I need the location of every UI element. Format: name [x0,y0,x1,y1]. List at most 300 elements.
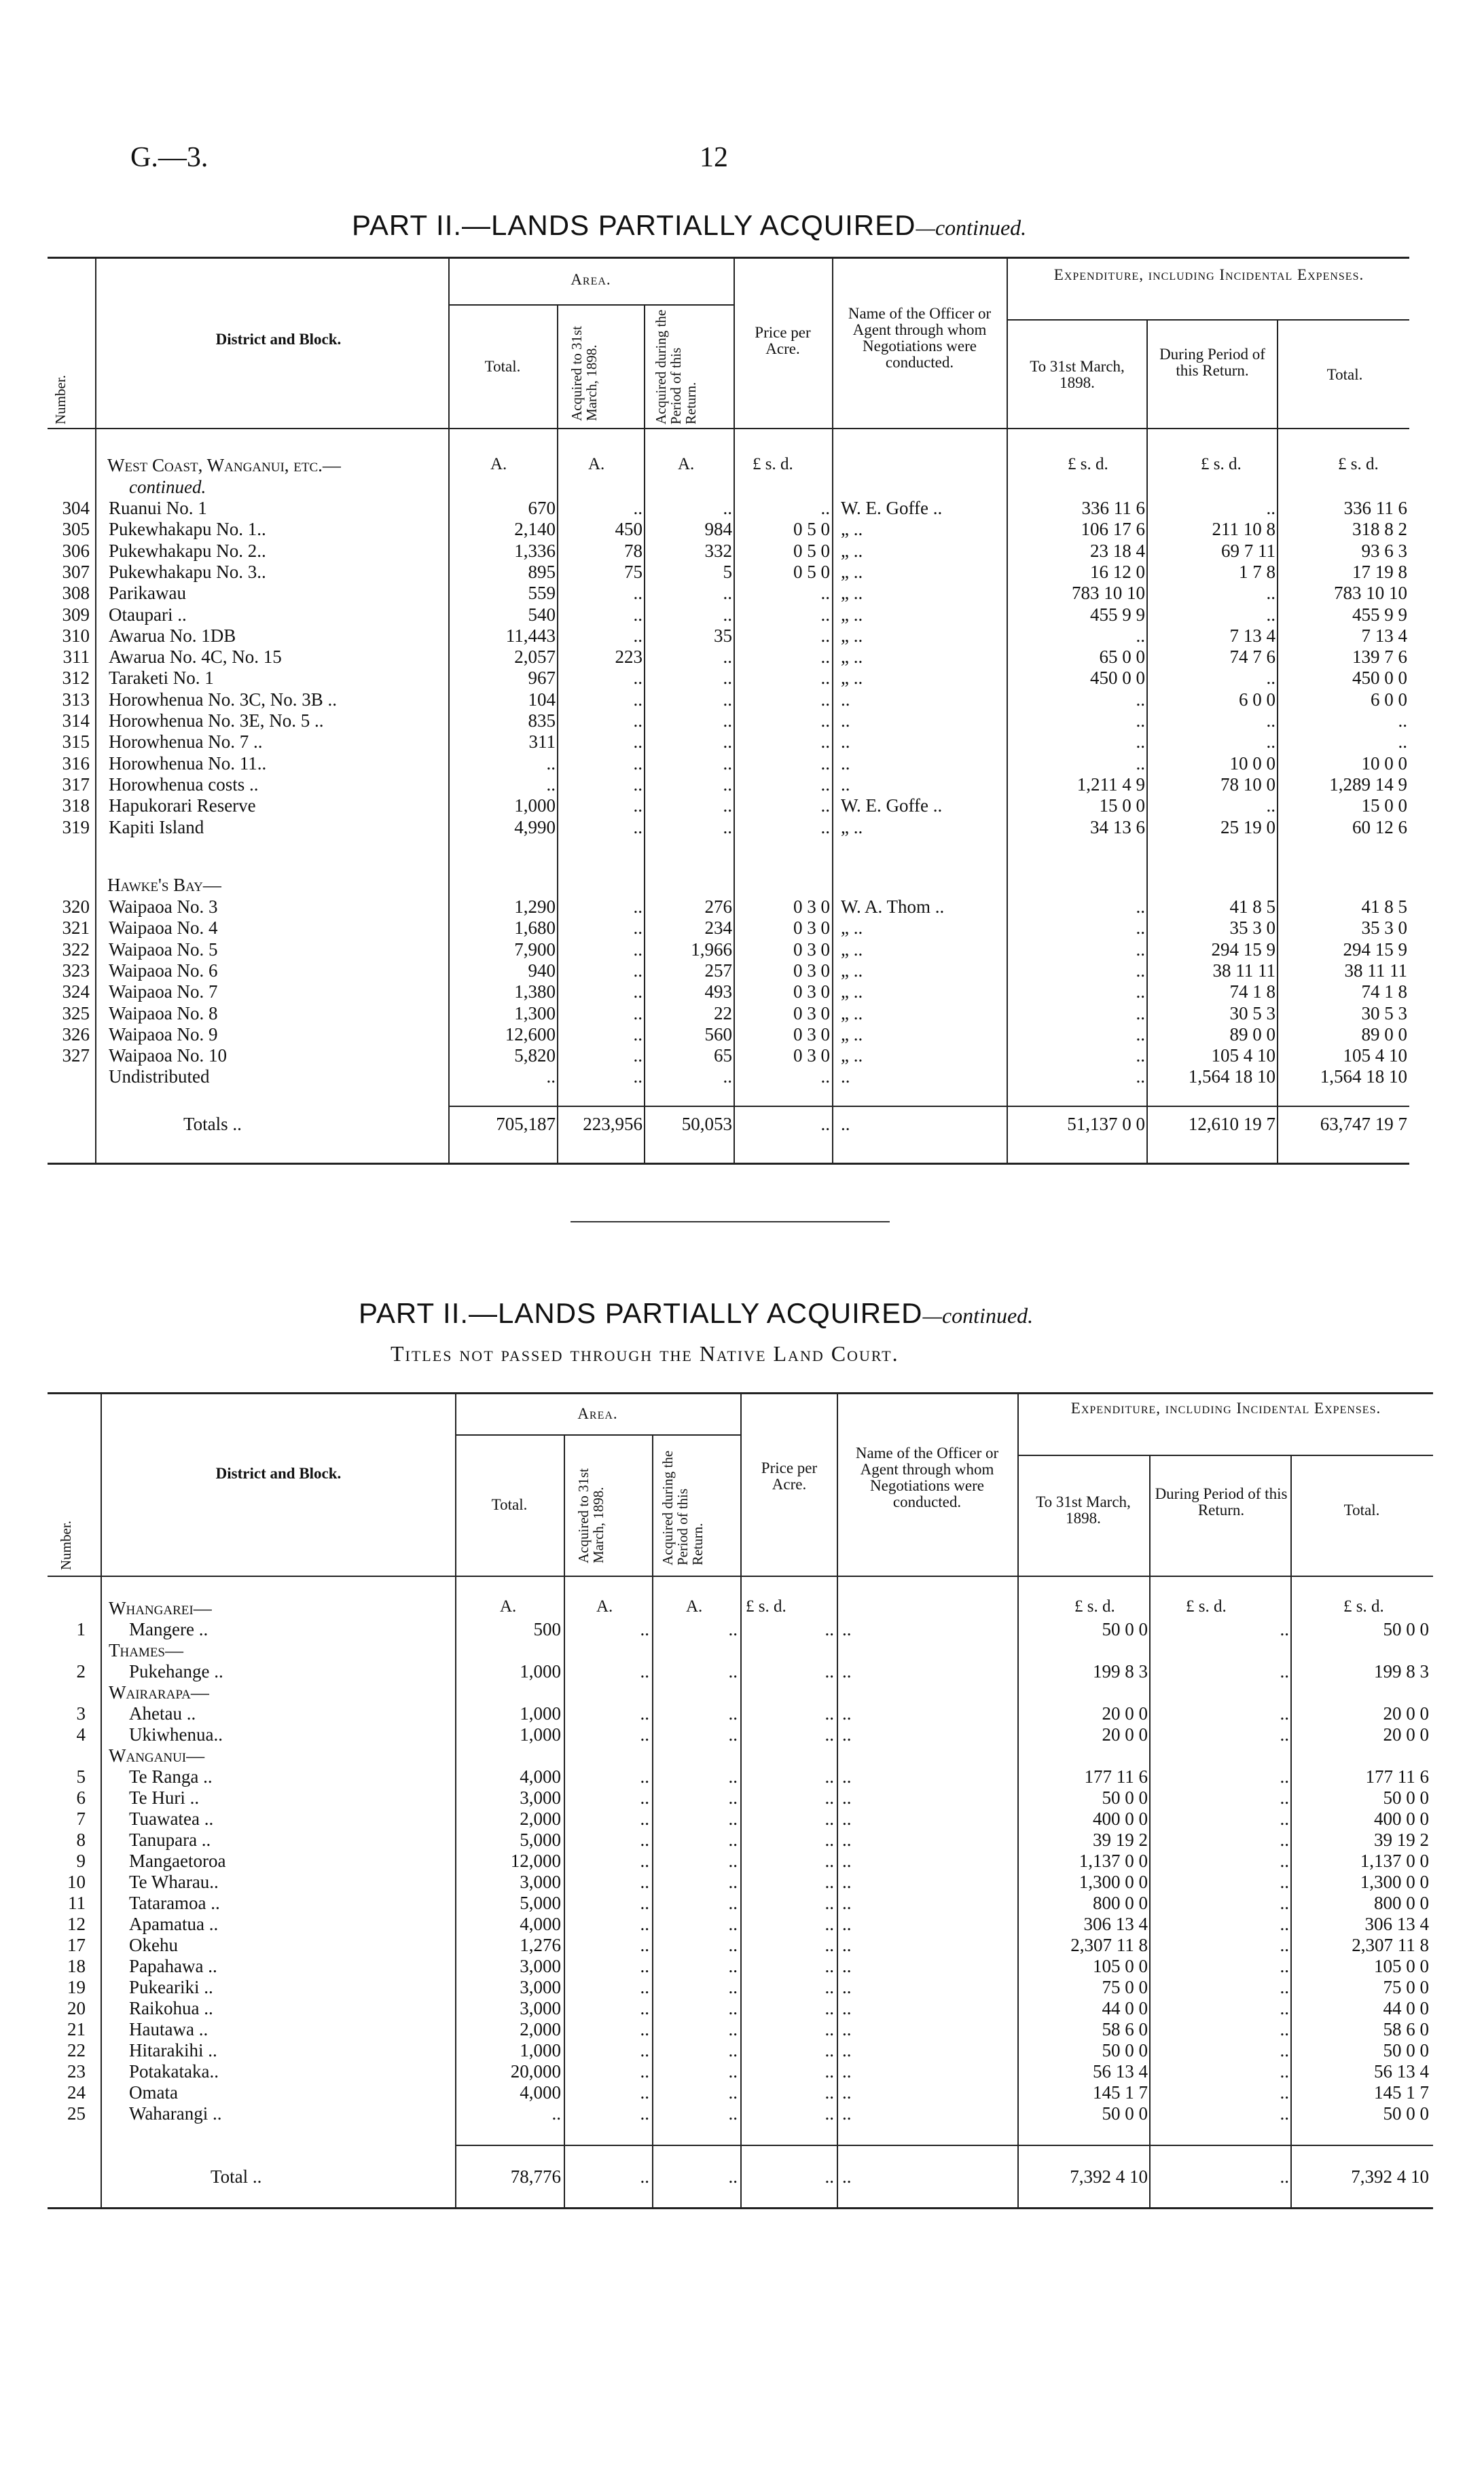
header-number: Number. [58,1521,74,1570]
acquired-during: .. [723,604,732,625]
expenditure-to-march: 20 0 0 [1102,1703,1148,1724]
table-row [0,1872,1484,1893]
block-name: Waipaoa No. 10 [109,1045,228,1066]
block-name: Tataramoa .. [129,1893,220,1913]
acquired-to-march: .. [640,1703,649,1724]
row-number: 305 [62,519,90,540]
unit-label: £ s. d. [753,455,793,473]
acquired-to-march: .. [640,1830,649,1850]
table-row [0,1914,1484,1936]
acquired-during: .. [723,710,732,731]
header-acquired-to: Acquired to 31st March, 1898. [575,1468,607,1563]
row-number: 20 [67,1998,86,2018]
price-per-acre: .. [825,1998,834,2018]
table-row [0,1956,1484,1978]
unit-label: A. [500,1597,517,1616]
row-number: 18 [67,1956,86,1976]
expenditure-total: 7,392 4 10 [1351,2166,1429,2187]
rule [1007,319,1409,321]
expenditure-during: .. [1266,604,1275,625]
price-per-acre: 0 5 0 [793,519,830,540]
price-per-acre: .. [825,1619,834,1639]
table-row [0,2103,1484,2125]
expenditure-total: 60 12 6 [1352,816,1407,837]
acquired-to-march: .. [640,1661,649,1682]
price-per-acre: .. [820,752,830,774]
total-area: 2,000 [520,1809,561,1829]
acquired-during: 276 [704,896,732,917]
total-area: 5,000 [520,1893,561,1913]
acquired-during: .. [728,1977,738,1997]
expenditure-during: .. [1280,1977,1289,1997]
expenditure-during: .. [1280,1724,1289,1745]
total-area: 20,000 [510,2061,561,2082]
block-name: Waipaoa No. 3 [109,896,218,917]
officer-name: .. [842,1998,852,2018]
expenditure-total: 89 0 0 [1361,1023,1407,1045]
officer-name: .. [842,2103,852,2124]
total-area: .. [551,2103,561,2124]
rule [48,2207,1433,2209]
acquired-during: 50,053 [681,1114,732,1134]
row-number: 2 [76,1661,86,1682]
officer-name: .. [841,774,850,795]
expenditure-during: .. [1280,1787,1289,1808]
total-area: 5,000 [520,1830,561,1850]
acquired-during: .. [723,774,732,795]
officer-name: „ .. [841,1045,863,1066]
acquired-during: .. [728,2082,738,2103]
officer-name: .. [842,1935,852,1955]
unit-label: £ s. d. [1338,455,1379,473]
acquired-to-march: .. [633,1045,643,1066]
group-heading-row [0,1598,1484,1620]
officer-name: .. [842,1872,852,1892]
price-per-acre: .. [825,1893,834,1913]
acquired-during: .. [728,1787,738,1808]
acquired-to-march: .. [633,1002,643,1023]
expenditure-during: .. [1266,710,1275,731]
total-area: 2,140 [514,519,556,540]
expenditure-to-march: .. [1136,752,1145,774]
part1-title-text: PART II.—LANDS PARTIALLY ACQUIRED [352,209,916,241]
row-number: 324 [62,981,90,1002]
expenditure-during: .. [1280,2019,1289,2039]
page-number: 12 [700,142,728,173]
officer-name: „ .. [841,583,863,604]
price-per-acre: .. [820,583,830,604]
row-number: 11 [68,1893,86,1913]
expenditure-during: .. [1266,498,1275,518]
officer-name: .. [841,1114,850,1134]
officer-name: „ .. [841,519,863,540]
block-name: Undistributed [109,1066,210,1087]
expenditure-during: 211 10 8 [1212,519,1275,540]
row-number: 321 [62,918,90,939]
total-area: 2,000 [520,2019,561,2039]
price-per-acre: 0 5 0 [793,561,830,582]
acquired-during: .. [723,668,732,689]
expenditure-during: .. [1280,1830,1289,1850]
expenditure-to-march: 75 0 0 [1102,1977,1148,1997]
expenditure-total: 336 11 6 [1343,498,1407,518]
officer-name: „ .. [841,960,863,981]
table-row [0,1998,1484,2020]
expenditure-during: 30 5 3 [1229,1002,1275,1023]
unit-label: A. [686,1597,703,1616]
row-number: 3 [76,1703,86,1724]
expenditure-total: 10 0 0 [1361,752,1407,774]
unit-label: A. [596,1597,613,1616]
total-area: 78,776 [510,2166,561,2187]
row-number: 21 [67,2019,86,2039]
block-name: Waipaoa No. 8 [109,1002,218,1023]
expenditure-total: 39 19 2 [1374,1830,1429,1850]
acquired-during: .. [728,1619,738,1639]
expenditure-during: .. [1280,2061,1289,2082]
acquired-to-march: .. [640,1809,649,1829]
total-area: 670 [528,498,556,518]
officer-name: „ .. [841,647,863,668]
unit-label: £ s. d. [1068,455,1108,473]
expenditure-to-march: .. [1136,939,1145,960]
price-per-acre: .. [825,2061,834,2082]
acquired-to-march: .. [640,2103,649,2124]
block-name: Te Huri .. [129,1787,200,1808]
acquired-during: .. [728,1893,738,1913]
expenditure-total: 30 5 3 [1361,1002,1407,1023]
acquired-during: .. [723,1066,732,1087]
row-number: 327 [62,1045,90,1066]
acquired-to-march: .. [633,918,643,939]
expenditure-total: 1,564 18 10 [1320,1066,1407,1087]
total-area: 4,000 [520,1766,561,1787]
row-number: 24 [67,2082,86,2103]
officer-name: .. [842,1787,852,1808]
row-number: 8 [76,1830,86,1850]
table-row [0,541,1484,562]
acquired-to-march: .. [640,1724,649,1745]
acquired-during: .. [728,1935,738,1955]
rule [455,1434,740,1436]
officer-name: .. [842,1977,852,1997]
expenditure-to-march: 7,392 4 10 [1070,2166,1148,2187]
expenditure-during: .. [1266,668,1275,689]
officer-name: „ .. [841,981,863,1002]
expenditure-total: 58 6 0 [1383,2019,1429,2039]
acquired-during: .. [723,795,732,816]
group-heading-row [0,1640,1484,1662]
table-row [0,2082,1484,2104]
expenditure-total: 15 0 0 [1361,795,1407,816]
expenditure-total: 400 0 0 [1374,1809,1429,1829]
table-row [0,1766,1484,1788]
acquired-to-march: .. [633,625,643,646]
expenditure-during: 74 1 8 [1229,981,1275,1002]
total-area: 500 [533,1619,561,1639]
total-area: 1,336 [514,540,556,561]
table-row [0,817,1484,839]
acquired-to-march: .. [633,1023,643,1045]
total-area: 1,000 [520,1724,561,1745]
block-name: Okehu [129,1935,178,1955]
expenditure-to-march: 336 11 6 [1081,498,1145,518]
acquired-during: .. [723,752,732,774]
price-per-acre: 0 3 0 [793,981,830,1002]
total-area: 104 [528,689,556,710]
expenditure-to-march: .. [1136,918,1145,939]
header-exp-total: Total. [1326,366,1363,383]
price-per-acre: .. [825,1809,834,1829]
expenditure-during: 89 0 0 [1229,1023,1275,1045]
expenditure-total: 450 0 0 [1352,668,1407,689]
total-area: 835 [528,710,556,731]
expenditure-total: 20 0 0 [1383,1703,1429,1724]
officer-name: „ .. [841,918,863,939]
row-number: 315 [62,731,90,752]
officer-name: „ .. [841,604,863,625]
header-during: During Period of this Return. [1155,1485,1288,1519]
price-per-acre: .. [825,1935,834,1955]
table-row [0,2040,1484,2062]
acquired-during: .. [728,2103,738,2124]
rule [455,2145,1433,2146]
acquired-during: .. [728,2040,738,2060]
total-area: 705,187 [496,1114,556,1134]
table-row [0,981,1484,1003]
table-row [0,896,1484,918]
block-name: Waipaoa No. 5 [109,939,218,960]
expenditure-total: 56 13 4 [1374,2061,1429,2082]
expenditure-during: 35 3 0 [1229,918,1275,939]
header-to-march: To 31st March, 1898. [1030,358,1125,392]
unit-label: £ s. d. [746,1597,786,1616]
expenditure-to-march: 50 0 0 [1102,1787,1148,1808]
expenditure-total: 455 9 9 [1352,604,1407,625]
officer-name: .. [841,710,850,731]
expenditure-during: 38 11 11 [1212,960,1275,981]
total-area: 12,000 [510,1851,561,1871]
expenditure-to-march: .. [1136,731,1145,752]
acquired-to-march: .. [633,939,643,960]
row-number: 306 [62,540,90,561]
acquired-to-march: .. [640,1935,649,1955]
expenditure-total: 105 0 0 [1374,1956,1429,1976]
expenditure-to-march: 56 13 4 [1093,2061,1148,2082]
acquired-during: 493 [704,981,732,1002]
officer-name: W. A. Thom .. [841,896,945,917]
table-row [0,604,1484,626]
group-heading: Wairarapa— [109,1682,209,1703]
acquired-to-march: .. [640,1977,649,1997]
header-area: Area. [571,271,611,288]
block-name: Papahawa .. [129,1956,217,1976]
expenditure-during: .. [1280,1893,1289,1913]
table-row [0,1045,1484,1067]
price-per-acre: .. [820,498,830,518]
acquired-during: 560 [704,1023,732,1045]
header-during: During Period of this Return. [1159,346,1265,380]
total-area: .. [546,752,556,774]
expenditure-to-march: 39 19 2 [1093,1830,1148,1850]
table-row [0,1935,1484,1957]
header-acquired-during: Acquired during the Period of this Return. [659,1450,706,1565]
block-name: Waipaoa No. 7 [109,981,218,1002]
table-row [0,1809,1484,1830]
acquired-during: .. [723,816,732,837]
block-name: Waharangi .. [129,2103,222,2124]
total-area: 895 [528,561,556,582]
header-district: District and Block. [215,331,342,348]
officer-name: .. [842,1724,852,1745]
header-district: District and Block. [215,1465,342,1482]
price-per-acre: .. [820,795,830,816]
expenditure-during: .. [1280,1956,1289,1976]
price-per-acre: 0 3 0 [793,1002,830,1023]
expenditure-during: 25 19 0 [1220,816,1275,837]
acquired-during: .. [728,1998,738,2018]
expenditure-to-march: 1,137 0 0 [1079,1851,1148,1871]
officer-name: .. [842,1851,852,1871]
expenditure-total: 306 13 4 [1364,1914,1429,1934]
acquired-to-march: .. [633,1066,643,1087]
row-number: 310 [62,625,90,646]
acquired-during: 22 [714,1002,732,1023]
expenditure-to-march: .. [1136,1023,1145,1045]
expenditure-to-march: 15 0 0 [1099,795,1145,816]
unit-label: A. [588,455,605,473]
expenditure-to-march: .. [1136,689,1145,710]
block-name: Ruanui No. 1 [109,498,207,518]
expenditure-to-march: 177 11 6 [1084,1766,1148,1787]
row-number: 319 [62,816,90,837]
expenditure-to-march: 44 0 0 [1102,1998,1148,2018]
acquired-during: .. [728,1661,738,1682]
total-area: 311 [528,731,556,752]
acquired-to-march: .. [640,1851,649,1871]
total-area: 1,380 [514,981,556,1002]
group-heading-continued: continued. [129,477,206,497]
price-per-acre: 0 3 0 [793,960,830,981]
expenditure-total: 20 0 0 [1383,1724,1429,1745]
table-row [0,1003,1484,1025]
officer-name: .. [841,689,850,710]
officer-name: .. [842,1914,852,1934]
officer-name: .. [841,1066,850,1087]
group-heading-row [0,1745,1484,1767]
block-name: Mangaetoroa [129,1851,226,1871]
expenditure-during: 6 0 0 [1239,689,1275,710]
price-per-acre: .. [820,816,830,837]
expenditure-to-march: 783 10 10 [1072,583,1145,604]
block-name: Raikohua .. [129,1998,213,2018]
header-price: Price per Acre. [761,1459,818,1493]
acquired-during: .. [728,1830,738,1850]
expenditure-during: .. [1280,1935,1289,1955]
table-row [0,2019,1484,2041]
expenditure-total: 139 7 6 [1352,647,1407,668]
expenditure-total: .. [1398,710,1407,731]
acquired-during: 332 [704,540,732,561]
price-per-acre: .. [820,689,830,710]
expenditure-total: 6 0 0 [1371,689,1407,710]
officer-name: „ .. [841,1002,863,1023]
expenditure-to-march: .. [1136,896,1145,917]
acquired-during: 1,966 [691,939,732,960]
total-area: 1,290 [514,896,556,917]
acquired-to-march: 223 [615,647,643,668]
block-name: Mangere .. [129,1619,209,1639]
price-per-acre: 0 3 0 [793,939,830,960]
block-name: Ahetau .. [129,1703,196,1724]
price-per-acre: .. [825,2040,834,2060]
expenditure-total: 318 8 2 [1352,519,1407,540]
price-per-acre: .. [825,1872,834,1892]
block-name: Horowhenua No. 11.. [109,752,267,774]
row-number: 308 [62,583,90,604]
row-number: 309 [62,604,90,625]
expenditure-during: 1,564 18 10 [1188,1066,1275,1087]
table-row [0,753,1484,775]
expenditure-to-march: 145 1 7 [1093,2082,1148,2103]
acquired-during: .. [723,498,732,518]
officer-name: .. [842,2040,852,2060]
header-to-march: To 31st March, 1898. [1036,1493,1131,1527]
price-per-acre: .. [825,1851,834,1871]
header-acquired-to: Acquired to 31st March, 1898. [568,326,600,421]
expenditure-to-march: .. [1136,1045,1145,1066]
expenditure-total: 2,307 11 8 [1352,1935,1429,1955]
header-officer: Name of the Officer or Agent through whom Negotiations were conducted. [855,1445,999,1511]
table-row [0,498,1484,520]
expenditure-total: 199 8 3 [1374,1661,1429,1682]
acquired-during: 234 [704,918,732,939]
price-per-acre: .. [825,1956,834,1976]
header-exp-total: Total. [1343,1502,1380,1519]
price-per-acre: 0 3 0 [793,918,830,939]
acquired-to-march: .. [633,731,643,752]
total-area: 5,820 [514,1045,556,1066]
total-area: 12,600 [505,1023,556,1045]
expenditure-during: .. [1280,1703,1289,1724]
table-row [0,562,1484,583]
officer-name: „ .. [841,939,863,960]
expenditure-total: 63,747 19 7 [1320,1114,1407,1134]
acquired-to-march: .. [640,1914,649,1934]
table-row [0,710,1484,732]
block-name: Parikawau [109,583,186,604]
block-name: Tanupara .. [129,1830,211,1850]
acquired-to-march: .. [633,583,643,604]
expenditure-during: 10 0 0 [1229,752,1275,774]
expenditure-during: .. [1280,2082,1289,2103]
expenditure-total: 50 0 0 [1383,2103,1429,2124]
officer-name: W. E. Goffe .. [841,795,943,816]
group-heading: Thames— [109,1640,184,1660]
acquired-during: .. [728,1956,738,1976]
row-number: 22 [67,2040,86,2060]
price-per-acre: .. [820,710,830,731]
total-area: 3,000 [520,1872,561,1892]
row-number: 23 [67,2061,86,2082]
part1-title [352,209,1026,242]
table-row [0,774,1484,796]
part2-subtitle: Titles not passed through the Native Land Court. [391,1341,899,1366]
row-number: 5 [76,1766,86,1787]
block-name: Potakataka.. [129,2061,219,2082]
table-row [0,647,1484,668]
acquired-during: .. [728,1724,738,1745]
